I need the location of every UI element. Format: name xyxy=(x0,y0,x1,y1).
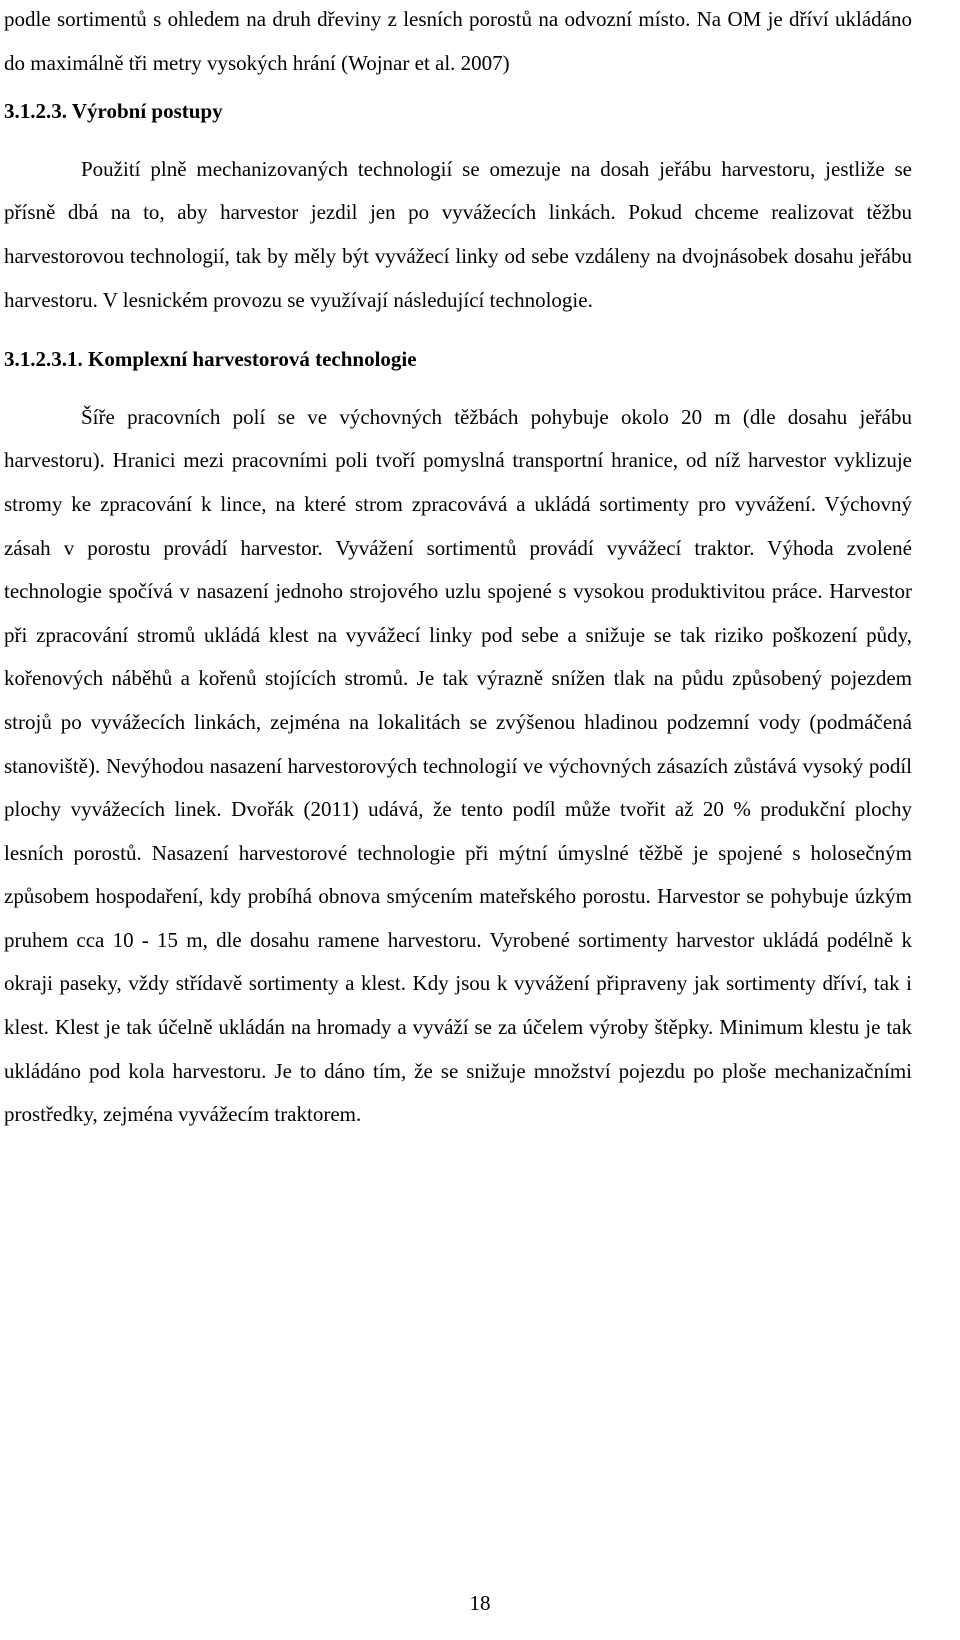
page-number: 18 xyxy=(469,1591,491,1615)
subsection-heading: 3.1.2.3.1. Komplexní harvestorová technologie xyxy=(4,347,417,372)
intro-paragraph: podle sortimentů s ohledem na druh dřeviny z lesních porostů na odvozní místo. Na OM je dříví ukládáno do maximálně tři metry vysokých hrání (Wojnar et al. 2007) xyxy=(4,7,912,75)
subsection-paragraph: Šíře pracovních polí se ve výchovných těžbách pohybuje okolo 20 m (dle dosahu jeřábu harvestoru). Hranici mezi pracovními poli tvoří pomyslná transportní hranice, od níž harvestor vyklizuje stromy ke zpracování k lince, na které strom zpracovává a ukládá sortimenty pro vyvážení. Výchovný zásah v porostu provádí harvestor. Vyvážení sortimentů provádí vyvážecí traktor. Výhoda zvolené technologie spočívá v nasazení jednoho strojového uzlu spojené s vysokou produktivitou práce. Harvestor při zpracování stromů ukládá klest na vyvážecí linky pod sebe a snižuje se tak riziko poškození půdy, kořenových náběhů a kořenů stojících stromů. Je tak výrazně snížen tlak na půdu způsobený pojezdem strojů po vyvážecích linkách, zejména na lokalitách se zvýšenou hladinou podzemní vody (podmáčená stanoviště). Nevýhodou nasazení harvestorových technologií ve výchovných zásazích zůstává vysoký podíl plochy vyvážecích linek. Dvořák (2011) udává, že tento podíl může tvořit až 20 % produkční plochy lesních porostů. Nasazení harvestorové technologie při mýtní úmyslné těžbě je spojené s holosečným způsobem hospodaření, kdy probíhá obnova smýcením mateřského porostu. Harvestor se pohybuje úzkým pruhem cca 10 - 15 m, dle dosahu ramene harvestoru. Vyrobené sortimenty harvestor ukládá podélně k okraji paseky, vždy střídavě sortimenty a klest. Kdy jsou k vyvážení připraveny jak sortimenty dříví, tak i klest. Klest je tak účelně ukládán na hromady a vyváží se za účelem výroby štěpky. Minimum klestu je tak ukládáno pod kola harvestoru. Je to dáno tím, že se snižuje množství pojezdu po ploše mechanizačními prostředky, zejména vyvážecím traktorem. xyxy=(4,404,912,1127)
section-heading: 3.1.2.3. Výrobní postupy xyxy=(4,99,223,124)
section-paragraph: Použití plně mechanizovaných technologií se omezuje na dosah jeřábu harvestoru, jestliže se přísně dbá na to, aby harvestor jezdil jen po vyvážecích linkách. Pokud chceme realizovat těžbu harvestorovou technologií, tak by měly být vyvážecí linky od sebe vzdáleny na dvojnásobek dosahu jeřábu harvestoru. V lesnickém provozu se využívají následující technologie. xyxy=(4,156,912,312)
document-page xyxy=(4,0,912,1137)
